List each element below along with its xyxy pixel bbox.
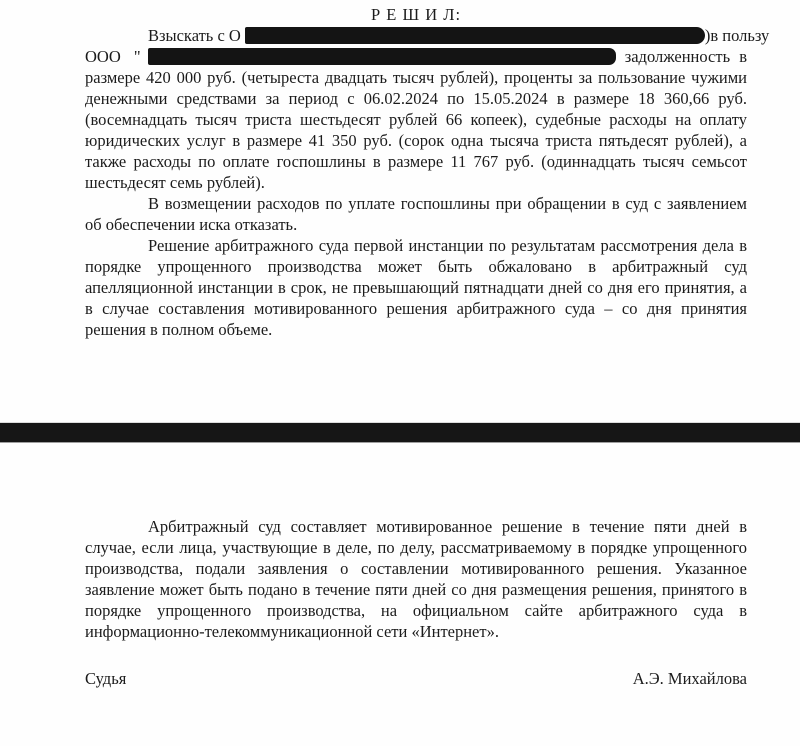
paragraph-motivated-decision: Арбитражный суд составляет мотивированное решение в течение пяти дней в случае, если лица, участвующие в деле, по делу, рассматриваемому в порядке упрощенного производства, подали заявления о составлении мотивированного решения. Указанное заявление может быть подано в течение пяти дней со дня размещения решения, принятого в порядке упрощенного производства, на официальном сайте арбитражного суда в информационно-телекоммуникационной сети «Интернет». bbox=[85, 517, 747, 641]
motivated-decision-section bbox=[85, 516, 747, 642]
line1-prefix-text: Взыскать с О bbox=[148, 26, 241, 45]
operative-part bbox=[85, 4, 770, 340]
paragraph-security-refusal: В возмещении расходов по уплате госпошлины при обращении в суд с заявлением об обеспечении иска отказать. bbox=[85, 194, 747, 234]
line2-prefix-text: ООО " bbox=[85, 47, 141, 66]
paragraph-awarded-amounts: размере 420 000 руб. (четыреста двадцать тысяч рублей), проценты за пользование чужими денежными средствами за период с 06.02.2024 по 15.05.2024 в размере 18 360,66 руб. (восемнадцать тысяч триста шестьдесят рублей 66 копеек), судебные расходы на оплату юридических услуг в размере 41 350 руб. (сорок одна тысяча триста пятьдесят рублей), а также расходы по оплате госпошлины в размере 11 767 руб. (одиннадцать тысяч семьсот шестьдесят семь рублей). bbox=[85, 68, 747, 192]
redaction-bar-defendant bbox=[245, 27, 705, 44]
line2-tail-text: в bbox=[739, 47, 747, 66]
signature-role: Судья bbox=[85, 669, 127, 688]
redaction-strip-full-width bbox=[0, 422, 800, 443]
line1-tail-text: в пользу bbox=[710, 26, 770, 45]
line1-closing-paren: ) bbox=[704, 26, 711, 45]
section-title: Р Е Ш И Л: bbox=[370, 5, 462, 24]
redaction-bar-plaintiff bbox=[148, 48, 616, 65]
signature-row bbox=[85, 668, 747, 689]
paragraph-appeal-procedure: Решение арбитражного суда первой инстанции по результатам рассмотрения дела в порядке упрощенного производства может быть обжаловано в арбитражный суд апелляционной инстанции в срок, не превышающий пятнадцати дней со дня его принятия, а в случае составления мотивированного решения арбитражного суда – со дня принятия решения в полном объеме. bbox=[85, 236, 747, 339]
line2-mid-text: задолженность bbox=[624, 47, 731, 66]
signature-name: А.Э. Михайлова bbox=[632, 669, 747, 688]
operative-line-2 bbox=[85, 46, 747, 67]
operative-line-1 bbox=[85, 25, 770, 46]
line1-left-group bbox=[148, 25, 710, 46]
line2-left-group bbox=[85, 46, 616, 67]
